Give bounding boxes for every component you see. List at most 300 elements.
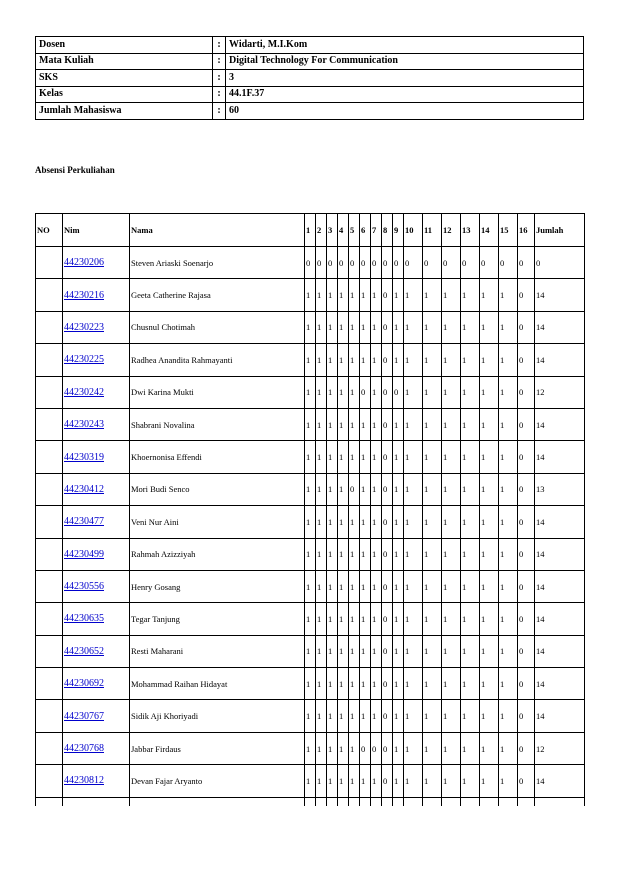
column-header: Nim — [63, 214, 130, 247]
nim-cell — [63, 700, 130, 732]
attendance-cell: 1 — [338, 732, 349, 764]
empty-cell — [518, 797, 535, 806]
table-row — [36, 603, 585, 635]
nim-link[interactable]: 44230225 — [64, 354, 104, 366]
attendance-cell: 1 — [349, 441, 360, 473]
attendance-cell: 0 — [404, 247, 423, 279]
attendance-cell: 1 — [316, 344, 327, 376]
attendance-cell: 1 — [442, 408, 461, 440]
attendance-cell: 1 — [442, 635, 461, 667]
column-header: 4 — [338, 214, 349, 247]
attendance-cell: 1 — [305, 765, 316, 797]
attendance-cell: 1 — [404, 408, 423, 440]
row-number — [36, 538, 63, 570]
attendance-cell: 1 — [360, 765, 371, 797]
empty-cell — [393, 797, 404, 806]
nim-link[interactable]: 44230812 — [64, 775, 104, 787]
nim-cell — [63, 473, 130, 505]
attendance-cell: 1 — [316, 473, 327, 505]
column-header: 6 — [360, 214, 371, 247]
attendance-cell: 1 — [423, 473, 442, 505]
info-label: SKS — [36, 70, 213, 87]
nim-link[interactable]: 44230206 — [64, 257, 104, 269]
total-cell: 14 — [535, 765, 585, 797]
attendance-cell: 0 — [480, 247, 499, 279]
attendance-cell: 0 — [371, 247, 382, 279]
attendance-cell: 1 — [316, 570, 327, 602]
table-row — [36, 376, 585, 408]
attendance-cell: 1 — [404, 732, 423, 764]
attendance-cell: 1 — [461, 376, 480, 408]
empty-cell — [349, 797, 360, 806]
nim-link[interactable]: 44230767 — [64, 710, 104, 722]
attendance-cell: 1 — [442, 700, 461, 732]
info-label: Mata Kuliah — [36, 53, 213, 70]
info-label: Dosen — [36, 37, 213, 54]
attendance-cell: 1 — [499, 732, 518, 764]
nim-link[interactable]: 44230412 — [64, 483, 104, 495]
attendance-cell: 1 — [305, 635, 316, 667]
column-header: 7 — [371, 214, 382, 247]
attendance-cell: 1 — [461, 473, 480, 505]
empty-cell — [423, 797, 442, 806]
attendance-cell: 1 — [371, 344, 382, 376]
attendance-cell: 0 — [423, 247, 442, 279]
empty-cell — [305, 797, 316, 806]
info-separator: : — [213, 103, 226, 120]
attendance-cell: 1 — [349, 570, 360, 602]
attendance-cell: 1 — [305, 311, 316, 343]
attendance-cell: 1 — [338, 603, 349, 635]
attendance-cell: 1 — [480, 279, 499, 311]
attendance-cell: 1 — [327, 765, 338, 797]
attendance-cell: 0 — [382, 408, 393, 440]
column-header: Nama — [130, 214, 305, 247]
table-row — [36, 441, 585, 473]
attendance-cell: 1 — [316, 279, 327, 311]
empty-cell — [371, 797, 382, 806]
student-name: Radhea Anandita Rahmayanti — [130, 344, 305, 376]
attendance-cell: 0 — [518, 247, 535, 279]
attendance-cell: 1 — [404, 635, 423, 667]
attendance-cell: 1 — [442, 376, 461, 408]
nim-link[interactable]: 44230652 — [64, 645, 104, 657]
nim-link[interactable]: 44230692 — [64, 678, 104, 690]
attendance-cell: 0 — [518, 700, 535, 732]
nim-link[interactable]: 44230319 — [64, 451, 104, 463]
attendance-cell: 1 — [480, 408, 499, 440]
attendance-cell: 1 — [423, 344, 442, 376]
attendance-cell: 1 — [349, 376, 360, 408]
attendance-cell: 0 — [382, 765, 393, 797]
attendance-cell: 1 — [480, 668, 499, 700]
column-header: 3 — [327, 214, 338, 247]
attendance-cell: 1 — [360, 700, 371, 732]
attendance-cell: 1 — [499, 603, 518, 635]
attendance-cell: 1 — [480, 635, 499, 667]
attendance-cell: 0 — [518, 279, 535, 311]
column-header: 13 — [461, 214, 480, 247]
nim-cell — [63, 538, 130, 570]
attendance-cell: 0 — [382, 668, 393, 700]
attendance-cell: 0 — [518, 635, 535, 667]
row-number — [36, 506, 63, 538]
attendance-cell: 1 — [442, 344, 461, 376]
attendance-cell: 1 — [404, 376, 423, 408]
attendance-cell: 1 — [360, 441, 371, 473]
column-header: 14 — [480, 214, 499, 247]
nim-cell — [63, 732, 130, 764]
table-row — [36, 473, 585, 505]
student-name: Veni Nur Aini — [130, 506, 305, 538]
attendance-cell: 1 — [327, 408, 338, 440]
attendance-cell: 1 — [499, 441, 518, 473]
attendance-cell: 1 — [305, 376, 316, 408]
nim-link[interactable]: 44230499 — [64, 548, 104, 560]
column-header: 2 — [316, 214, 327, 247]
attendance-cell: 1 — [461, 603, 480, 635]
student-name: Resti Maharani — [130, 635, 305, 667]
column-header: 11 — [423, 214, 442, 247]
attendance-cell: 1 — [442, 506, 461, 538]
attendance-cell: 1 — [371, 408, 382, 440]
attendance-cell: 1 — [442, 311, 461, 343]
attendance-cell: 0 — [518, 441, 535, 473]
nim-link[interactable]: 44230635 — [64, 613, 104, 625]
attendance-cell: 1 — [371, 603, 382, 635]
attendance-cell: 1 — [404, 570, 423, 602]
attendance-cell: 0 — [442, 247, 461, 279]
attendance-cell: 1 — [316, 700, 327, 732]
attendance-cell: 1 — [371, 765, 382, 797]
attendance-cell: 0 — [518, 668, 535, 700]
table-row — [36, 700, 585, 732]
info-value: Widarti, M.I.Kom — [226, 37, 584, 54]
attendance-cell: 1 — [442, 279, 461, 311]
attendance-cell: 1 — [305, 570, 316, 602]
attendance-cell: 0 — [382, 603, 393, 635]
total-cell: 14 — [535, 570, 585, 602]
attendance-cell: 0 — [360, 376, 371, 408]
attendance-cell: 1 — [461, 668, 480, 700]
empty-cell — [327, 797, 338, 806]
row-number — [36, 700, 63, 732]
nim-link[interactable]: 44230477 — [64, 516, 104, 528]
attendance-cell: 1 — [393, 765, 404, 797]
row-number — [36, 570, 63, 602]
info-separator: : — [213, 53, 226, 70]
nim-link[interactable]: 44230242 — [64, 386, 104, 398]
attendance-cell: 1 — [338, 408, 349, 440]
attendance-cell: 1 — [461, 732, 480, 764]
attendance-cell: 1 — [327, 506, 338, 538]
attendance-cell: 1 — [461, 538, 480, 570]
attendance-cell: 0 — [518, 506, 535, 538]
column-header: 15 — [499, 214, 518, 247]
attendance-cell: 1 — [305, 506, 316, 538]
attendance-cell: 0 — [461, 247, 480, 279]
attendance-cell: 1 — [305, 732, 316, 764]
attendance-cell: 1 — [371, 441, 382, 473]
attendance-cell: 0 — [349, 247, 360, 279]
student-name: Sidik Aji Khoriyadi — [130, 700, 305, 732]
attendance-cell: 0 — [393, 247, 404, 279]
attendance-cell: 0 — [382, 700, 393, 732]
row-number — [36, 408, 63, 440]
attendance-cell: 1 — [316, 603, 327, 635]
attendance-cell: 0 — [382, 441, 393, 473]
student-name: Jabbar Firdaus — [130, 732, 305, 764]
info-value: 3 — [226, 70, 584, 87]
attendance-cell: 1 — [499, 538, 518, 570]
attendance-cell: 0 — [518, 538, 535, 570]
table-row — [36, 279, 585, 311]
info-row — [36, 37, 584, 54]
attendance-cell: 1 — [327, 376, 338, 408]
empty-cell — [316, 797, 327, 806]
row-number — [36, 668, 63, 700]
attendance-cell: 1 — [316, 732, 327, 764]
row-number — [36, 603, 63, 635]
empty-cell — [461, 797, 480, 806]
attendance-cell: 1 — [316, 668, 327, 700]
column-header: 10 — [404, 214, 423, 247]
attendance-cell: 1 — [360, 635, 371, 667]
total-cell: 13 — [535, 473, 585, 505]
row-number — [36, 344, 63, 376]
attendance-cell: 1 — [404, 603, 423, 635]
attendance-cell: 1 — [480, 311, 499, 343]
attendance-cell: 1 — [338, 538, 349, 570]
attendance-cell: 1 — [404, 311, 423, 343]
attendance-table — [35, 213, 585, 806]
attendance-cell: 1 — [480, 732, 499, 764]
attendance-cell: 1 — [499, 408, 518, 440]
student-name: Khoernonisa Effendi — [130, 441, 305, 473]
row-number — [36, 635, 63, 667]
total-cell: 14 — [535, 635, 585, 667]
attendance-cell: 1 — [327, 732, 338, 764]
attendance-cell: 1 — [423, 408, 442, 440]
attendance-cell: 1 — [305, 408, 316, 440]
attendance-cell: 1 — [480, 473, 499, 505]
info-value: 60 — [226, 103, 584, 120]
nim-cell — [63, 603, 130, 635]
nim-cell — [63, 570, 130, 602]
attendance-cell: 1 — [461, 506, 480, 538]
attendance-cell: 0 — [382, 570, 393, 602]
attendance-cell: 0 — [518, 765, 535, 797]
attendance-cell: 1 — [499, 668, 518, 700]
empty-cell — [130, 797, 305, 806]
attendance-cell: 1 — [393, 732, 404, 764]
nim-link[interactable]: 44230243 — [64, 419, 104, 431]
attendance-cell: 1 — [442, 570, 461, 602]
attendance-cell: 1 — [480, 441, 499, 473]
attendance-cell: 1 — [423, 441, 442, 473]
attendance-cell: 1 — [305, 279, 316, 311]
attendance-cell: 1 — [327, 603, 338, 635]
attendance-cell: 1 — [393, 441, 404, 473]
attendance-cell: 1 — [442, 668, 461, 700]
attendance-cell: 0 — [393, 376, 404, 408]
table-row — [36, 538, 585, 570]
attendance-cell: 0 — [382, 506, 393, 538]
attendance-cell: 0 — [316, 247, 327, 279]
attendance-cell: 1 — [461, 279, 480, 311]
student-name: Chusnul Chotimah — [130, 311, 305, 343]
row-number — [36, 732, 63, 764]
attendance-cell: 1 — [371, 668, 382, 700]
attendance-cell: 1 — [371, 506, 382, 538]
nim-link[interactable]: 44230556 — [64, 581, 104, 593]
attendance-cell: 1 — [371, 311, 382, 343]
attendance-cell: 1 — [393, 408, 404, 440]
nim-cell — [63, 247, 130, 279]
info-value: Digital Technology For Communication — [226, 53, 584, 70]
attendance-cell: 0 — [382, 635, 393, 667]
attendance-cell: 1 — [404, 441, 423, 473]
attendance-cell: 0 — [382, 344, 393, 376]
nim-cell — [63, 376, 130, 408]
attendance-cell: 0 — [371, 732, 382, 764]
table-row — [36, 765, 585, 797]
attendance-cell: 0 — [518, 311, 535, 343]
attendance-cell: 1 — [338, 311, 349, 343]
nim-link[interactable]: 44230223 — [64, 321, 104, 333]
attendance-cell: 1 — [316, 441, 327, 473]
column-header: 1 — [305, 214, 316, 247]
attendance-cell: 1 — [327, 700, 338, 732]
row-number — [36, 376, 63, 408]
attendance-cell: 1 — [393, 668, 404, 700]
info-row — [36, 103, 584, 120]
empty-cell — [360, 797, 371, 806]
info-separator: : — [213, 70, 226, 87]
nim-cell — [63, 765, 130, 797]
row-number — [36, 765, 63, 797]
attendance-cell: 1 — [316, 408, 327, 440]
attendance-cell: 1 — [423, 668, 442, 700]
attendance-cell: 1 — [316, 635, 327, 667]
total-cell: 14 — [535, 538, 585, 570]
total-cell: 14 — [535, 668, 585, 700]
table-row — [36, 668, 585, 700]
attendance-cell: 0 — [518, 376, 535, 408]
attendance-cell: 1 — [393, 570, 404, 602]
student-name: Geeta Catherine Rajasa — [130, 279, 305, 311]
attendance-cell: 0 — [360, 732, 371, 764]
attendance-cell: 1 — [338, 279, 349, 311]
attendance-cell: 1 — [499, 344, 518, 376]
total-cell: 14 — [535, 603, 585, 635]
attendance-cell: 0 — [349, 473, 360, 505]
student-name: Mori Budi Senco — [130, 473, 305, 505]
attendance-cell: 1 — [338, 506, 349, 538]
attendance-cell: 1 — [338, 376, 349, 408]
attendance-cell: 1 — [499, 279, 518, 311]
attendance-cell: 1 — [316, 311, 327, 343]
table-row-continuation — [36, 797, 585, 806]
attendance-cell: 1 — [349, 603, 360, 635]
attendance-cell: 1 — [349, 765, 360, 797]
attendance-cell: 1 — [349, 538, 360, 570]
attendance-cell: 1 — [316, 506, 327, 538]
column-header: Jumlah — [535, 214, 585, 247]
attendance-cell: 1 — [349, 311, 360, 343]
total-cell: 0 — [535, 247, 585, 279]
attendance-cell: 0 — [382, 538, 393, 570]
attendance-cell: 1 — [423, 765, 442, 797]
info-label: Jumlah Mahasiswa — [36, 103, 213, 120]
attendance-cell: 1 — [360, 311, 371, 343]
attendance-cell: 1 — [499, 311, 518, 343]
empty-cell — [36, 797, 63, 806]
empty-cell — [535, 797, 585, 806]
column-header: 5 — [349, 214, 360, 247]
attendance-cell: 1 — [404, 765, 423, 797]
empty-cell — [338, 797, 349, 806]
attendance-cell: 1 — [305, 603, 316, 635]
attendance-cell: 1 — [461, 570, 480, 602]
attendance-cell: 1 — [338, 635, 349, 667]
attendance-cell: 1 — [393, 279, 404, 311]
column-header: 12 — [442, 214, 461, 247]
attendance-cell: 0 — [382, 473, 393, 505]
student-name: Steven Ariaski Soenarjo — [130, 247, 305, 279]
attendance-cell: 1 — [423, 635, 442, 667]
attendance-cell: 0 — [327, 247, 338, 279]
attendance-cell: 0 — [518, 570, 535, 602]
student-name: Tegar Tanjung — [130, 603, 305, 635]
attendance-cell: 1 — [404, 279, 423, 311]
attendance-cell: 1 — [442, 603, 461, 635]
attendance-cell: 1 — [316, 765, 327, 797]
row-number — [36, 441, 63, 473]
attendance-cell: 1 — [393, 635, 404, 667]
attendance-cell: 0 — [382, 279, 393, 311]
attendance-cell: 1 — [393, 311, 404, 343]
attendance-cell: 1 — [480, 765, 499, 797]
attendance-cell: 1 — [393, 538, 404, 570]
attendance-cell: 1 — [461, 441, 480, 473]
student-name: Henry Gosang — [130, 570, 305, 602]
nim-link[interactable]: 44230768 — [64, 743, 104, 755]
attendance-cell: 1 — [338, 765, 349, 797]
attendance-cell: 1 — [360, 603, 371, 635]
attendance-cell: 1 — [327, 344, 338, 376]
attendance-cell: 1 — [360, 506, 371, 538]
attendance-cell: 1 — [305, 538, 316, 570]
info-label: Kelas — [36, 86, 213, 103]
nim-link[interactable]: 44230216 — [64, 289, 104, 301]
info-separator: : — [213, 86, 226, 103]
attendance-cell: 1 — [423, 603, 442, 635]
attendance-cell: 1 — [338, 668, 349, 700]
info-row — [36, 70, 584, 87]
attendance-cell: 1 — [371, 279, 382, 311]
attendance-cell: 1 — [393, 473, 404, 505]
attendance-cell: 1 — [480, 538, 499, 570]
info-row — [36, 86, 584, 103]
attendance-cell: 1 — [404, 344, 423, 376]
attendance-cell: 1 — [305, 473, 316, 505]
nim-cell — [63, 506, 130, 538]
attendance-cell: 1 — [316, 538, 327, 570]
attendance-cell: 1 — [461, 408, 480, 440]
attendance-cell: 1 — [480, 700, 499, 732]
attendance-cell: 1 — [442, 732, 461, 764]
